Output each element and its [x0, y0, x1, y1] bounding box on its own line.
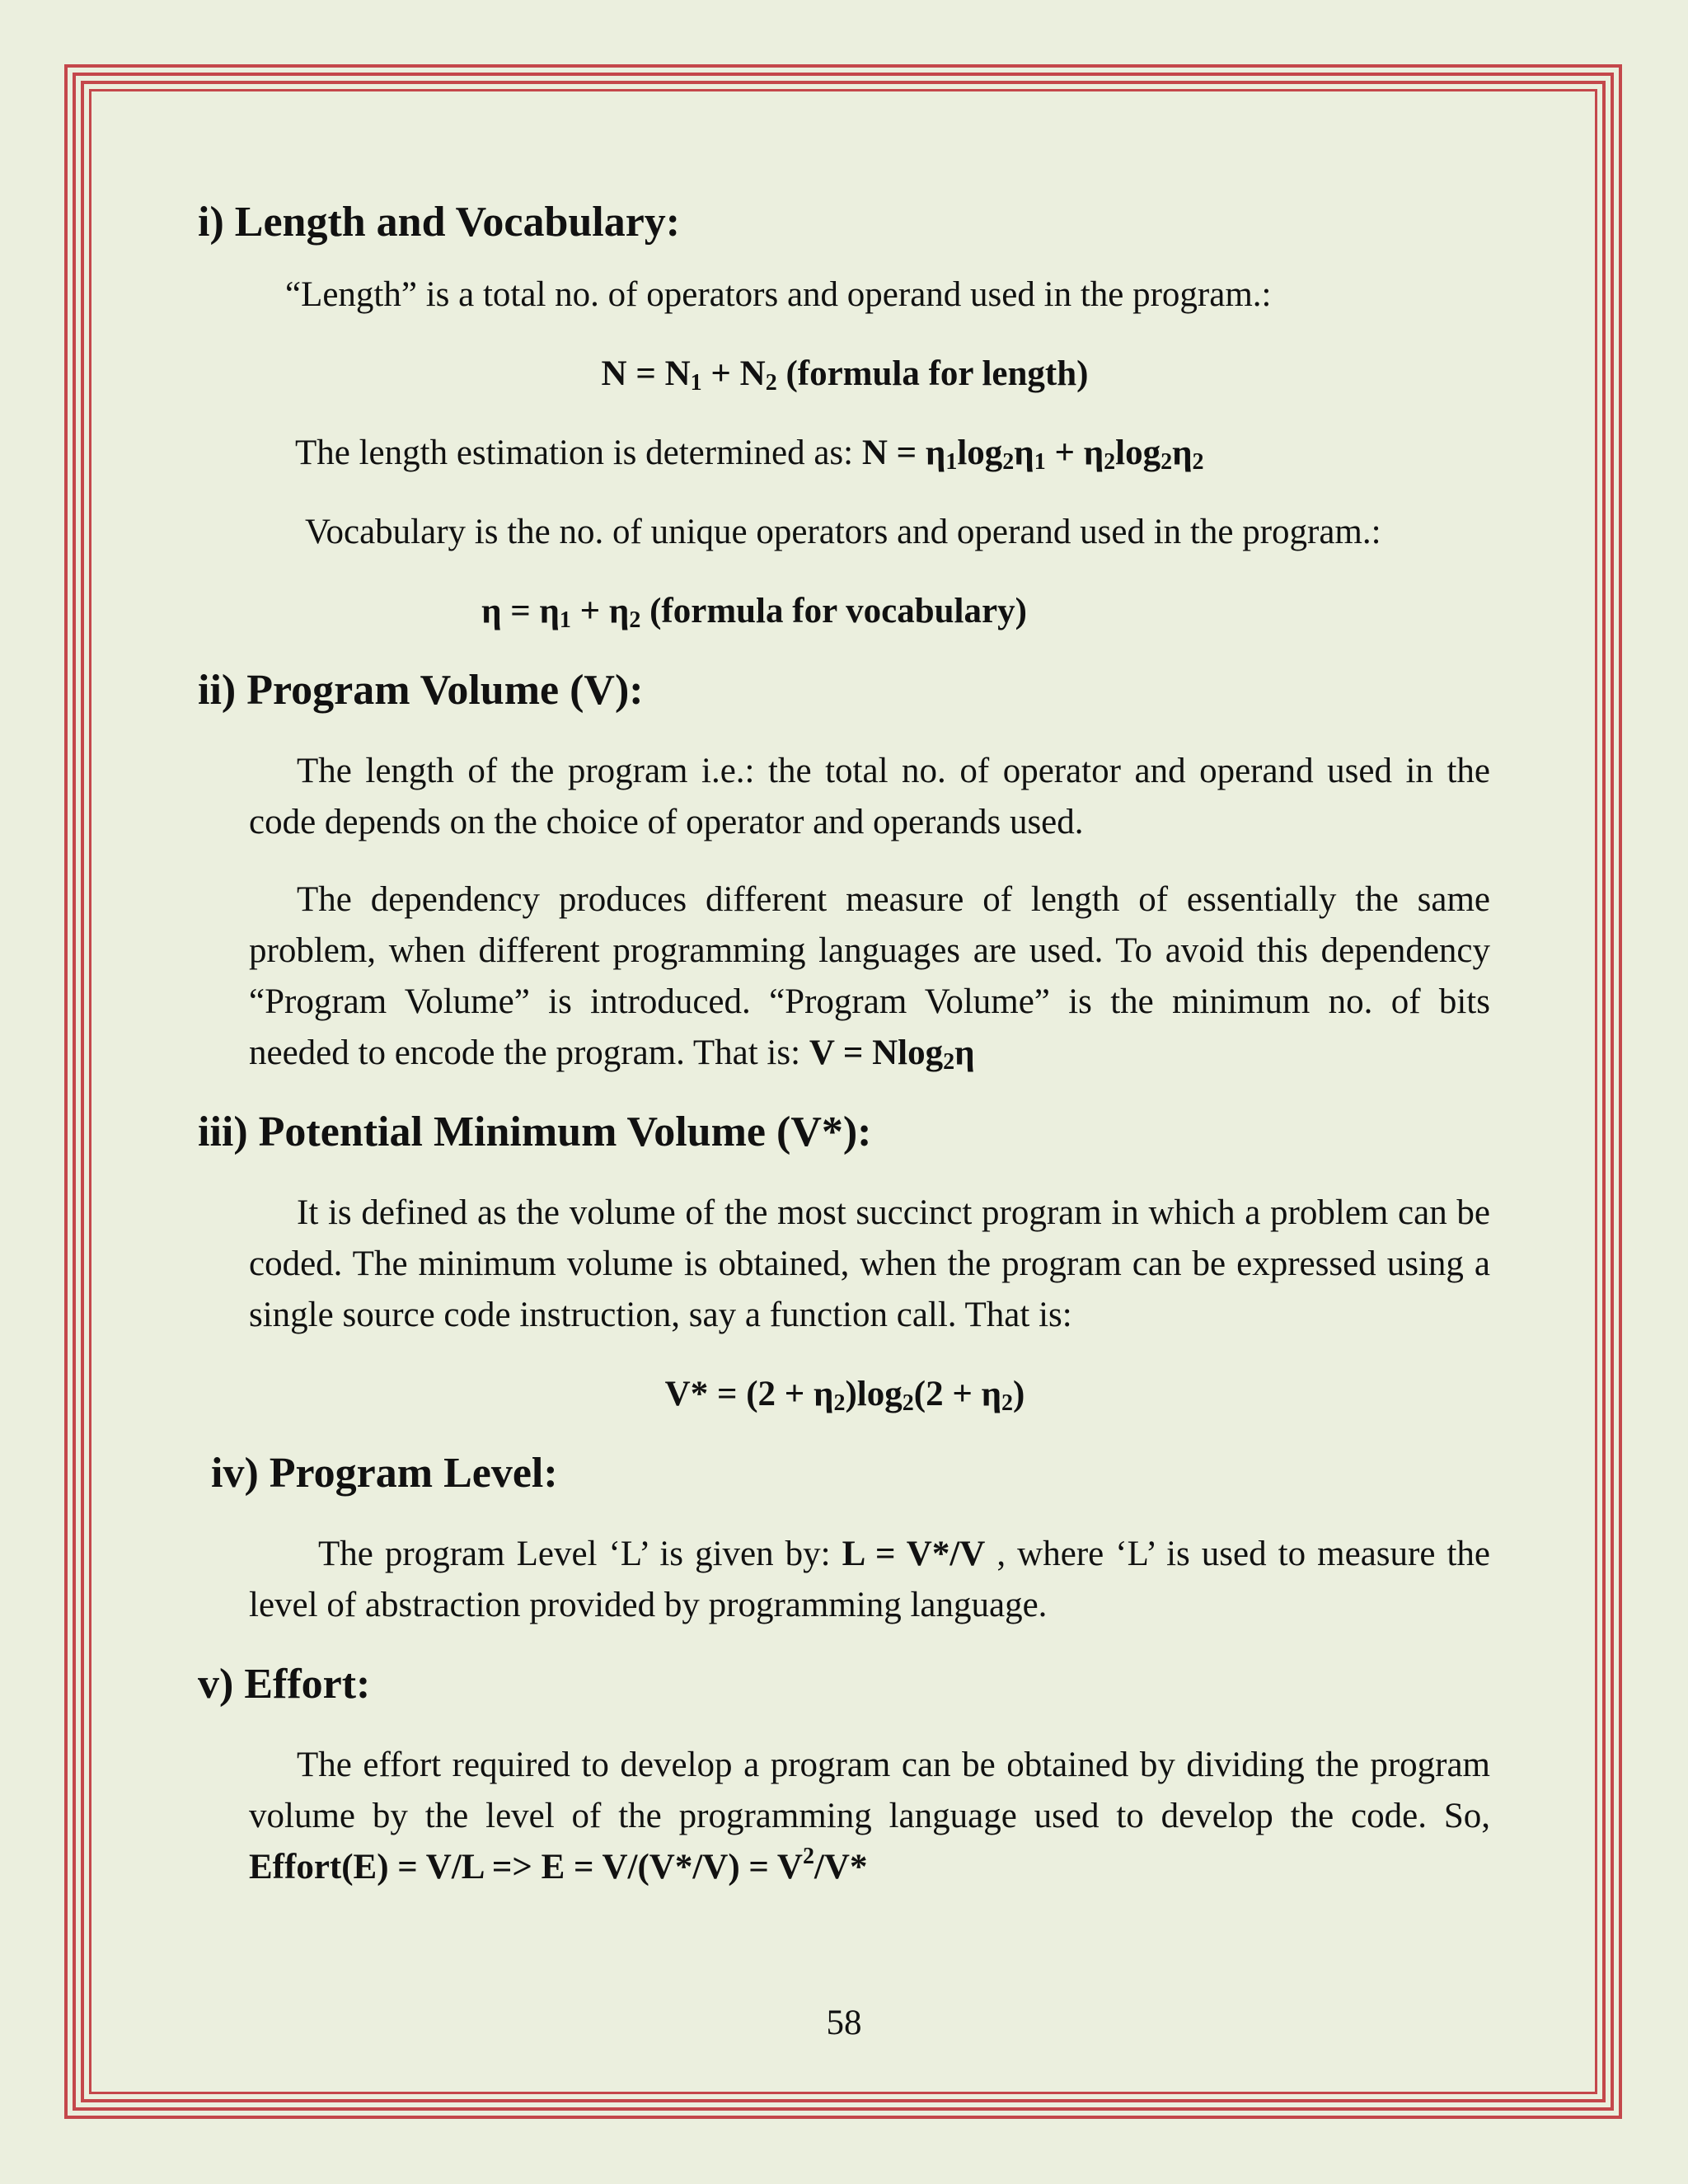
- program-level-paragraph: The program Level ‘L’ is given by: L = V*/V , where ‘L’ is used to measure the level of abstraction provided by programming language.: [249, 1535, 1490, 1624]
- potential-volume-formula: $V* = (2 + \eta_2)\log_2(2 + \eta_2)$: [664, 1375, 1025, 1416]
- heading-potential-minimum-volume: iii) Potential Minimum Volume (V*):: [198, 1108, 872, 1155]
- heading-effort: v) Effort:: [198, 1661, 371, 1708]
- length-formula: $N = N_1 + N_2$ (formula for length): [601, 354, 1089, 396]
- vocabulary-formula: $\eta = \eta_1 + \eta_2$ (formula for vocabulary): [481, 592, 1027, 633]
- heading-program-level: iv) Program Level:: [211, 1450, 558, 1497]
- volume-paragraph-2: The dependency produces different measure of length of essentially the same problem, when different programming languages are used. To avoid this dependency “Program Volume” is introduced. “Program Volume” is the minimum no. of bits needed to encode the program. That is: V = Nlog$_2$η: [249, 880, 1490, 1075]
- length-definition: “Length” is a total no. of operators and operand used in the program.:: [285, 275, 1272, 314]
- page-content: [198, 194, 1492, 1893]
- vocabulary-definition: Vocabulary is the no. of unique operators and operand used in the program.:: [305, 513, 1381, 551]
- effort-paragraph: The effort required to develop a program can be obtained by dividing the program volume by the level of the programming language used to develop the code. So, Effort(E) = $V/L => E = V/(V*/V) = V^2/V*$: [249, 1746, 1490, 1886]
- page-number: 58: [826, 2004, 862, 2042]
- potential-volume-paragraph: It is defined as the volume of the most succinct program in which a problem can be coded. The minimum volume is obtained, when the program can be expressed using a single source code instruction, say a function call. That is:: [249, 1193, 1490, 1334]
- heading-length-vocabulary: i) Length and Vocabulary:: [198, 199, 681, 246]
- heading-program-volume: ii) Program Volume (V):: [198, 667, 644, 714]
- volume-paragraph-1: The length of the program i.e.: the total no. of operator and operand used in the code depends on the choice of operator and operands used.: [249, 752, 1490, 841]
- length-estimation: The length estimation is determined as: $N = \eta_1\log_2\eta_1 + \eta_2\log_2\eta_2$: [295, 434, 1204, 475]
